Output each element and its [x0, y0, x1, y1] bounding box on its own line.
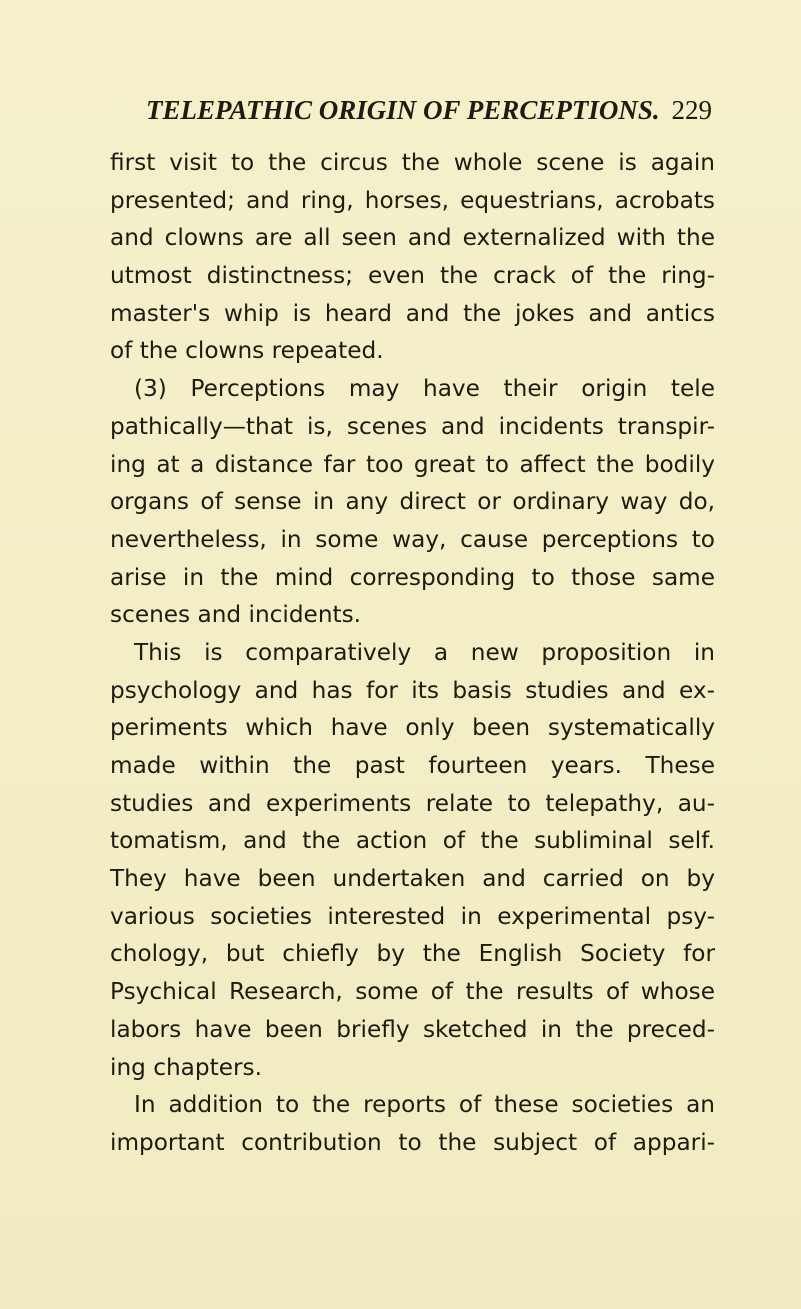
running-header: [146, 90, 716, 130]
text-line: psychology and has for its basis studies and ex-: [110, 676, 715, 704]
text-line: In addition to the reports of these societies an: [134, 1091, 715, 1119]
text-line: first visit to the circus the whole scene is again: [110, 149, 715, 176]
text-line: Psychical Research, some of the results of whose: [110, 978, 715, 1006]
text-line: periments which have only been systematically: [110, 714, 715, 742]
body-text: [110, 144, 715, 1162]
text-line: scenes and incidents.: [110, 601, 362, 629]
text-line: arise in the mind corresponding to those same: [110, 563, 715, 591]
text-line: This is comparatively a new proposition in: [134, 638, 715, 666]
text-line: and clowns are all seen and externalized with the: [110, 224, 715, 252]
text-line: (3) Perceptions may have their origin tele: [134, 375, 715, 403]
text-line: presented; and ring, horses, equestrians, acrobats: [110, 186, 715, 214]
text-line: utmost distinctness; even the crack of the ring-: [110, 262, 715, 290]
running-title: TELEPATHIC ORIGIN OF PERCEPTIONS.: [146, 95, 660, 125]
text-line: tomatism, and the action of the subliminal self.: [110, 827, 715, 855]
text-line: ing at a distance far too great to affect the bodily: [110, 450, 715, 478]
text-line: nevertheless, in some way, cause perceptions to: [110, 525, 715, 553]
text-line: important contribution to the subject of appari-: [110, 1128, 715, 1156]
text-line: various societies interested in experimental psy-: [110, 902, 715, 930]
text-line: chology, but chiefly by the English Society for: [110, 940, 715, 968]
text-line: They have been undertaken and carried on by: [110, 865, 715, 893]
text-line: master's whip is heard and the jokes and antics: [110, 299, 715, 327]
text-line: organs of sense in any direct or ordinary way do,: [110, 488, 715, 516]
text-line: studies and experiments relate to telepathy, au-: [110, 789, 715, 817]
text-line: pathically—that is, scenes and incidents transpir-: [110, 412, 715, 440]
text-line: ing chapters.: [110, 1053, 262, 1081]
text-line: labors have been briefly sketched in the preced-: [110, 1015, 715, 1043]
page-number: 229: [671, 95, 712, 125]
text-line: made within the past fourteen years. These: [110, 752, 715, 779]
text-line: of the clowns repeated.: [110, 337, 384, 365]
